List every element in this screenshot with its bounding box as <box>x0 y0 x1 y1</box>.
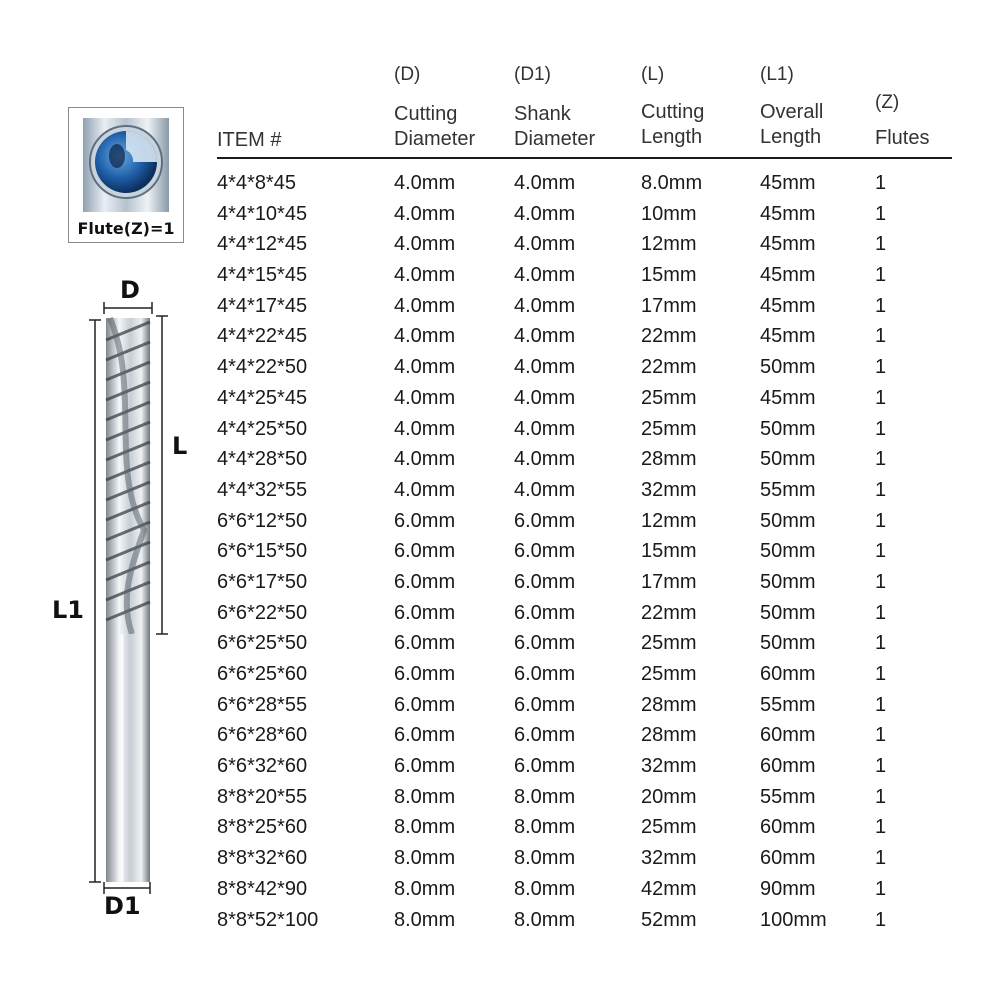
header-item: ITEM # <box>217 129 282 151</box>
table-row <box>217 722 952 753</box>
shank-diameter-cell: 4.0mm <box>514 356 576 379</box>
cutting-length-cell: 12mm <box>641 509 697 532</box>
table-row <box>217 262 952 293</box>
cutting-diameter-cell: 4.0mm <box>394 386 456 409</box>
item-code-cell: 4*4*22*50 <box>217 356 308 379</box>
item-code-cell: 6*6*22*50 <box>217 601 308 624</box>
shank-diameter-cell: 6.0mm <box>514 570 576 593</box>
cutting-length-cell: 32mm <box>641 847 697 870</box>
flutes-cell: 1 <box>875 202 887 225</box>
flutes-cell: 1 <box>875 294 887 317</box>
cutting-length-cell: 25mm <box>641 386 697 409</box>
item-code-cell: 6*6*28*55 <box>217 693 308 716</box>
table-row <box>217 385 952 416</box>
shank-diameter-cell: 8.0mm <box>514 816 576 839</box>
header-d-line1: Cutting <box>394 103 458 125</box>
cutting-length-cell: 25mm <box>641 417 697 440</box>
flutes-cell: 1 <box>875 785 887 808</box>
overall-length-cell: 60mm <box>760 755 816 778</box>
header-l1-line2: Length <box>760 126 822 148</box>
overall-length-cell: 90mm <box>760 877 816 900</box>
flute-count-label: Flute(Z)=1 <box>77 219 175 238</box>
item-code-cell: 8*8*25*60 <box>217 816 308 839</box>
cutting-diameter-cell: 6.0mm <box>394 663 456 685</box>
cutting-diameter-cell: 6.0mm <box>394 755 456 778</box>
overall-length-cell: 55mm <box>760 478 816 501</box>
item-code-cell: 4*4*25*45 <box>217 386 308 409</box>
cutting-flute-section <box>106 318 150 634</box>
shank-diameter-cell: 8.0mm <box>514 908 576 931</box>
item-code-cell: 4*4*12*45 <box>217 233 308 256</box>
item-code-cell: 6*6*28*60 <box>217 724 308 747</box>
header-divider <box>217 157 952 159</box>
overall-length-cell: 45mm <box>760 264 816 287</box>
table-row <box>217 201 952 232</box>
cutting-diameter-cell: 8.0mm <box>394 908 456 931</box>
shank-diameter-cell: 8.0mm <box>514 877 576 900</box>
l-label: L <box>172 432 188 460</box>
overall-length-cell: 50mm <box>760 448 816 471</box>
table-body <box>217 170 952 937</box>
item-code-cell: 4*4*17*45 <box>217 294 308 317</box>
item-code-cell: 4*4*10*45 <box>217 202 308 225</box>
flutes-cell: 1 <box>875 509 887 532</box>
table-row <box>217 661 952 692</box>
cutting-length-cell: 12mm <box>641 233 697 256</box>
flutes-cell: 1 <box>875 570 887 593</box>
shank-diameter-cell: 6.0mm <box>514 693 576 716</box>
cutting-diameter-cell: 8.0mm <box>394 785 456 808</box>
table-row <box>217 814 952 845</box>
item-code-cell: 8*8*32*60 <box>217 847 308 870</box>
flutes-cell: 1 <box>875 356 887 379</box>
table-row <box>217 600 952 631</box>
item-code-cell: 8*8*52*100 <box>217 908 319 931</box>
cutting-diameter-cell: 4.0mm <box>394 478 456 501</box>
overall-length-cell: 45mm <box>760 325 816 348</box>
header-d-line2: Diameter <box>394 128 476 150</box>
cutting-length-cell: 25mm <box>641 632 697 655</box>
flute-badge <box>68 107 184 243</box>
flutes-cell: 1 <box>875 172 887 194</box>
shank-diameter-cell: 6.0mm <box>514 632 576 655</box>
table-row <box>217 876 952 907</box>
item-code-cell: 6*6*32*60 <box>217 755 308 778</box>
flutes-cell: 1 <box>875 816 887 839</box>
d1-label: D1 <box>104 892 141 920</box>
cutting-diameter-cell: 4.0mm <box>394 264 456 287</box>
cutting-length-cell: 15mm <box>641 540 697 563</box>
overall-length-cell: 50mm <box>760 570 816 593</box>
flutes-cell: 1 <box>875 448 887 471</box>
flutes-cell: 1 <box>875 386 887 409</box>
shank-diameter-cell: 8.0mm <box>514 785 576 808</box>
cutting-length-cell: 25mm <box>641 663 697 685</box>
header-l-code: (L) <box>641 64 665 85</box>
shank-diameter-cell: 4.0mm <box>514 478 576 501</box>
shank-diameter-cell: 6.0mm <box>514 755 576 778</box>
item-code-cell: 4*4*25*50 <box>217 417 308 440</box>
overall-length-cell: 50mm <box>760 356 816 379</box>
header-d1-code: (D1) <box>514 64 551 85</box>
overall-length-cell: 45mm <box>760 386 816 409</box>
cutting-length-cell: 28mm <box>641 448 697 471</box>
table-row <box>217 477 952 508</box>
flutes-cell: 1 <box>875 693 887 716</box>
table-row <box>217 907 952 938</box>
overall-length-cell: 50mm <box>760 417 816 440</box>
shank-diameter-cell: 6.0mm <box>514 601 576 624</box>
cutting-diameter-cell: 6.0mm <box>394 509 456 532</box>
shank-diameter-cell: 4.0mm <box>514 386 576 409</box>
header-d1-line2: Diameter <box>514 128 596 150</box>
shank <box>106 634 150 882</box>
cutting-diameter-cell: 4.0mm <box>394 356 456 379</box>
table-row <box>217 416 952 447</box>
cutting-length-cell: 15mm <box>641 264 697 287</box>
cutting-diameter-cell: 8.0mm <box>394 847 456 870</box>
item-code-cell: 4*4*28*50 <box>217 448 308 471</box>
table-row <box>217 354 952 385</box>
shank-diameter-cell: 4.0mm <box>514 448 576 471</box>
cutting-diameter-cell: 6.0mm <box>394 601 456 624</box>
table-row <box>217 170 952 201</box>
table-row <box>217 630 952 661</box>
cutting-diameter-cell: 6.0mm <box>394 632 456 655</box>
item-code-cell: 6*6*12*50 <box>217 509 308 532</box>
table-row <box>217 692 952 723</box>
end-mill-diagram <box>40 270 200 910</box>
cutting-length-cell: 22mm <box>641 601 697 624</box>
cutting-diameter-cell: 4.0mm <box>394 325 456 348</box>
header-l-line1: Cutting <box>641 101 705 123</box>
overall-length-cell: 100mm <box>760 908 827 931</box>
overall-length-cell: 60mm <box>760 663 816 685</box>
shank-diameter-cell: 4.0mm <box>514 172 576 194</box>
overall-length-cell: 60mm <box>760 816 816 839</box>
flutes-cell: 1 <box>875 233 887 256</box>
table-row <box>217 784 952 815</box>
table-row <box>217 446 952 477</box>
header-l1-code: (L1) <box>760 64 794 85</box>
item-code-cell: 8*8*20*55 <box>217 785 308 808</box>
item-code-cell: 6*6*25*50 <box>217 632 308 655</box>
cutting-diameter-cell: 8.0mm <box>394 877 456 900</box>
header-z-code: (Z) <box>875 92 900 113</box>
table-row <box>217 508 952 539</box>
l1-label: L1 <box>52 596 84 624</box>
cutting-length-cell: 25mm <box>641 816 697 839</box>
overall-length-cell: 45mm <box>760 172 816 194</box>
cutting-diameter-cell: 4.0mm <box>394 233 456 256</box>
flute-cross-section-icon <box>73 112 179 218</box>
shank-diameter-cell: 6.0mm <box>514 509 576 532</box>
cutting-length-cell: 32mm <box>641 478 697 501</box>
cutting-diameter-cell: 6.0mm <box>394 724 456 747</box>
flutes-cell: 1 <box>875 877 887 900</box>
header-d1-line1: Shank <box>514 103 571 125</box>
cutting-length-cell: 22mm <box>641 325 697 348</box>
cutting-diameter-cell: 6.0mm <box>394 540 456 563</box>
spec-table <box>217 60 952 960</box>
cutting-length-cell: 32mm <box>641 755 697 778</box>
header-z-name: Flutes <box>875 127 930 149</box>
shank-diameter-cell: 4.0mm <box>514 325 576 348</box>
flutes-cell: 1 <box>875 663 887 685</box>
table-row <box>217 323 952 354</box>
cutting-length-cell: 22mm <box>641 356 697 379</box>
header-l-line2: Length <box>641 126 703 148</box>
cutting-diameter-cell: 6.0mm <box>394 570 456 593</box>
overall-length-cell: 50mm <box>760 601 816 624</box>
overall-length-cell: 45mm <box>760 294 816 317</box>
cutting-diameter-cell: 4.0mm <box>394 172 456 194</box>
shank-diameter-cell: 4.0mm <box>514 202 576 225</box>
flutes-cell: 1 <box>875 632 887 655</box>
flutes-cell: 1 <box>875 908 887 931</box>
cutting-length-cell: 28mm <box>641 693 697 716</box>
overall-length-cell: 50mm <box>760 540 816 563</box>
flutes-cell: 1 <box>875 417 887 440</box>
overall-length-cell: 60mm <box>760 847 816 870</box>
cutting-length-cell: 28mm <box>641 724 697 747</box>
header-d-code: (D) <box>394 64 421 85</box>
item-code-cell: 6*6*25*60 <box>217 663 308 685</box>
table-row <box>217 569 952 600</box>
cutting-length-cell: 17mm <box>641 570 697 593</box>
overall-length-cell: 50mm <box>760 509 816 532</box>
overall-length-cell: 55mm <box>760 693 816 716</box>
overall-length-cell: 60mm <box>760 724 816 747</box>
cutting-diameter-cell: 4.0mm <box>394 294 456 317</box>
overall-length-cell: 50mm <box>760 632 816 655</box>
cutting-diameter-cell: 4.0mm <box>394 202 456 225</box>
table-row <box>217 845 952 876</box>
overall-length-cell: 45mm <box>760 202 816 225</box>
flutes-cell: 1 <box>875 478 887 501</box>
cutting-diameter-cell: 8.0mm <box>394 816 456 839</box>
flutes-cell: 1 <box>875 264 887 287</box>
cutting-length-cell: 42mm <box>641 877 697 900</box>
flutes-cell: 1 <box>875 847 887 870</box>
table-row <box>217 538 952 569</box>
cutting-diameter-cell: 4.0mm <box>394 417 456 440</box>
item-code-cell: 4*4*32*55 <box>217 478 308 501</box>
cutting-diameter-cell: 6.0mm <box>394 693 456 716</box>
table-row <box>217 293 952 324</box>
item-code-cell: 4*4*8*45 <box>217 172 296 194</box>
shank-diameter-cell: 4.0mm <box>514 417 576 440</box>
flutes-cell: 1 <box>875 540 887 563</box>
flutes-cell: 1 <box>875 325 887 348</box>
item-code-cell: 6*6*17*50 <box>217 570 308 593</box>
shank-diameter-cell: 8.0mm <box>514 847 576 870</box>
cutting-length-cell: 52mm <box>641 908 697 931</box>
shank-diameter-cell: 6.0mm <box>514 724 576 747</box>
header-l1-line1: Overall <box>760 101 824 123</box>
flutes-cell: 1 <box>875 755 887 778</box>
item-code-cell: 4*4*22*45 <box>217 325 308 348</box>
shank-diameter-cell: 6.0mm <box>514 540 576 563</box>
cutting-length-cell: 17mm <box>641 294 697 317</box>
item-code-cell: 6*6*15*50 <box>217 540 308 563</box>
item-code-cell: 8*8*42*90 <box>217 877 308 900</box>
shank-diameter-cell: 4.0mm <box>514 294 576 317</box>
shank-diameter-cell: 4.0mm <box>514 233 576 256</box>
shank-diameter-cell: 6.0mm <box>514 663 576 685</box>
table-row <box>217 231 952 262</box>
cutting-length-cell: 10mm <box>641 202 697 225</box>
flutes-cell: 1 <box>875 601 887 624</box>
shank-diameter-cell: 4.0mm <box>514 264 576 287</box>
cutting-length-cell: 20mm <box>641 785 697 808</box>
d-label: D <box>120 276 140 304</box>
flutes-cell: 1 <box>875 724 887 747</box>
table-row <box>217 753 952 784</box>
item-code-cell: 4*4*15*45 <box>217 264 308 287</box>
overall-length-cell: 55mm <box>760 785 816 808</box>
cutting-length-cell: 8.0mm <box>641 172 703 194</box>
overall-length-cell: 45mm <box>760 233 816 256</box>
cutting-diameter-cell: 4.0mm <box>394 448 456 471</box>
